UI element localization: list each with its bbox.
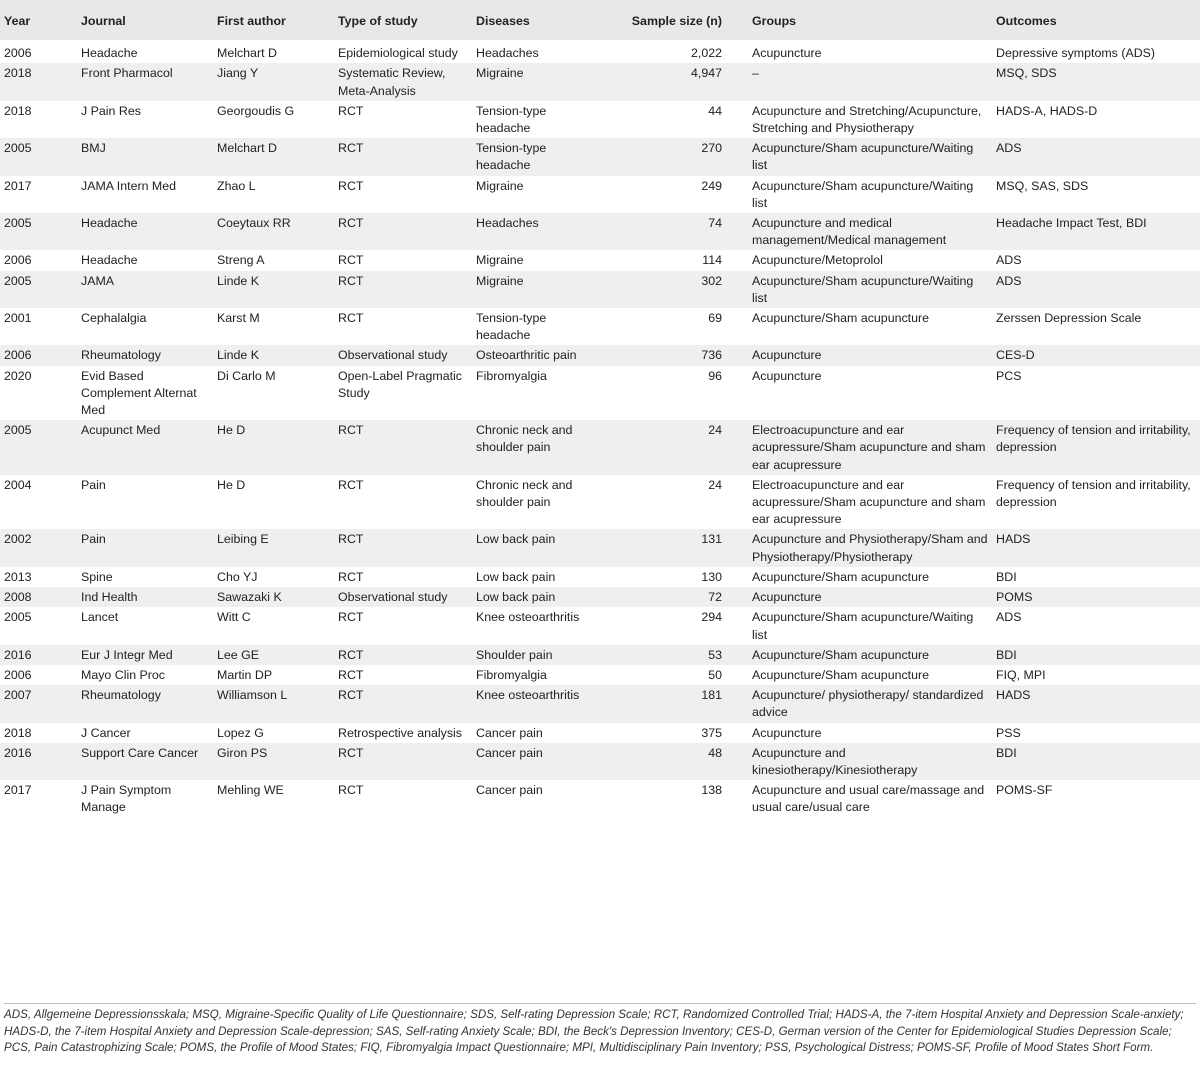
- cell-first-author: Sawazaki K: [213, 587, 334, 607]
- cell-year: 2020: [4, 368, 32, 383]
- cell-journal: Headache: [81, 46, 138, 61]
- col-header-year: Year: [0, 0, 77, 40]
- cell-diseases: Cancer pain: [472, 743, 596, 780]
- cell-outcomes: Frequency of tension and irritability, depression: [996, 477, 1191, 510]
- cell-first-author: Streng A: [217, 253, 265, 268]
- cell-first-author: Georgoudis G: [217, 103, 295, 118]
- cell-outcomes: PSS: [996, 725, 1021, 740]
- cell-sample-size: 24: [596, 420, 748, 475]
- cell-diseases: Low back pain: [476, 569, 556, 584]
- cell-journal: Pain: [81, 477, 106, 492]
- cell-type-of-study: RCT: [338, 253, 364, 268]
- cell-first-author: Witt C: [217, 610, 251, 625]
- cell-diseases: Low back pain: [472, 529, 596, 566]
- cell-first-author: Melchart D: [213, 138, 334, 175]
- cell-journal: BMJ: [77, 138, 213, 175]
- cell-outcomes: Depressive symptoms (ADS): [996, 46, 1156, 61]
- cell-outcomes: MSQ, SAS, SDS: [996, 178, 1089, 193]
- table-row: [0, 366, 1200, 421]
- table-row: [0, 685, 1200, 722]
- table-row: [0, 420, 1200, 475]
- cell-first-author: Zhao L: [217, 178, 256, 193]
- cell-diseases: Migraine: [476, 253, 524, 268]
- cell-diseases: Osteoarthritic pain: [472, 345, 596, 365]
- cell-diseases: Tension-type headache: [476, 311, 547, 343]
- table-row: [0, 40, 1200, 63]
- cell-diseases: Chronic neck and shoulder pain: [472, 420, 596, 475]
- table-row: [0, 743, 1200, 780]
- cell-sample-size: 138: [701, 783, 722, 798]
- cell-journal: Spine: [81, 569, 113, 584]
- cell-sample-size: 181: [596, 685, 748, 722]
- cell-year: 2018: [0, 63, 77, 100]
- cell-journal: Rheumatology: [77, 685, 213, 722]
- cell-first-author: Linde K: [213, 345, 334, 365]
- cell-outcomes: Headache Impact Test, BDI: [992, 213, 1200, 250]
- cell-groups: Acupuncture: [748, 587, 992, 607]
- cell-sample-size: 50: [708, 667, 722, 682]
- cell-outcomes: HADS: [992, 529, 1200, 566]
- cell-groups: Acupuncture/Sham acupuncture: [748, 645, 992, 665]
- cell-journal: Front Pharmacol: [77, 63, 213, 100]
- table-row: [0, 645, 1200, 665]
- cell-outcomes: PCS: [996, 368, 1022, 383]
- cell-diseases: Knee osteoarthritis: [472, 685, 596, 722]
- cell-groups: Acupuncture/Sham acupuncture: [752, 667, 930, 682]
- cell-journal: JAMA: [77, 271, 213, 308]
- cell-outcomes: POMS-SF: [996, 783, 1053, 798]
- cell-sample-size: 270: [596, 138, 748, 175]
- cell-journal: J Cancer: [81, 725, 131, 740]
- cell-journal: Mayo Clin Proc: [81, 667, 166, 682]
- cell-type-of-study: RCT: [334, 420, 472, 475]
- cell-outcomes: CES-D: [992, 345, 1200, 365]
- cell-outcomes: HADS-A, HADS-D: [996, 103, 1098, 118]
- cell-first-author: Di Carlo M: [217, 368, 276, 383]
- col-header-journal: Journal: [77, 0, 213, 40]
- cell-journal: J Pain Symptom Manage: [81, 783, 172, 815]
- cell-first-author: Melchart D: [217, 46, 277, 61]
- table-row: [0, 567, 1200, 587]
- cell-groups: Acupuncture: [752, 725, 822, 740]
- cell-year: 2005: [0, 420, 77, 475]
- cell-type-of-study: RCT: [338, 610, 364, 625]
- cell-first-author: He D: [213, 420, 334, 475]
- cell-groups: Electroacupuncture and ear acupressure/Sham acupuncture and sham ear acupressure: [752, 477, 986, 527]
- cell-type-of-study: Systematic Review, Meta-Analysis: [334, 63, 472, 100]
- cell-type-of-study: RCT: [338, 783, 364, 798]
- cell-outcomes: BDI: [996, 569, 1017, 584]
- cell-first-author: Cho YJ: [217, 569, 258, 584]
- cell-sample-size: 736: [596, 345, 748, 365]
- cell-year: 2005: [0, 213, 77, 250]
- cell-outcomes: ADS: [996, 253, 1022, 268]
- cell-sample-size: 72: [596, 587, 748, 607]
- cell-outcomes: Frequency of tension and irritability, depression: [992, 420, 1200, 475]
- cell-sample-size: 69: [708, 311, 722, 326]
- table-body: [0, 40, 1200, 817]
- cell-groups: Acupuncture/Sham acupuncture: [752, 311, 930, 326]
- cell-type-of-study: RCT: [338, 667, 364, 682]
- cell-outcomes: HADS: [992, 685, 1200, 722]
- cell-type-of-study: Epidemiological study: [338, 46, 458, 61]
- cell-first-author: Jiang Y: [213, 63, 334, 100]
- cell-sample-size: 53: [596, 645, 748, 665]
- cell-groups: Acupuncture/Sham acupuncture/Waiting list: [748, 138, 992, 175]
- cell-diseases: Headaches: [472, 213, 596, 250]
- table-row: [0, 271, 1200, 308]
- header-row: [0, 0, 1200, 40]
- cell-year: 2008: [0, 587, 77, 607]
- cell-first-author: Mehling WE: [217, 783, 284, 798]
- cell-year: 2017: [4, 178, 32, 193]
- col-header-diseases: Diseases: [472, 0, 596, 40]
- cell-groups: Acupuncture/Sham acupuncture/Waiting list: [748, 271, 992, 308]
- cell-sample-size: 294: [701, 610, 722, 625]
- cell-type-of-study: RCT: [334, 213, 472, 250]
- cell-journal: Acupunct Med: [77, 420, 213, 475]
- cell-first-author: He D: [217, 477, 246, 492]
- table-footnote: ADS, Allgemeine Depressionsskala; MSQ, Migraine-Specific Quality of Life Questionnaire; SDS, Self-rating Depression Scale; RCT, Randomized Controlled Trial; HADS-A, the 7-item Hospital Anxiety and Depression Scale-anxiety; HADS-D, the 7-item Hospital Anxiety and Depression Scale-depression; SAS, Self-rating Anxiety Scale; BDI, the Beck's Depression Inventory; CES-D, German version of the Center for Epidemiological Studies Depression Scale; PCS, Pain Catastrophizing Scale; POMS, the Profile of Mood States; FIQ, Fibromyalgia Impact Questionnaire; MPI, Multidisciplinary Pain Inventory; PSS, Psychological Distress; POMS-SF, Profile of Mood States Short Form.: [4, 1003, 1196, 1057]
- cell-journal: Pain: [77, 529, 213, 566]
- cell-journal: Headache: [77, 213, 213, 250]
- cell-groups: Acupuncture and medical management/Medical management: [748, 213, 992, 250]
- cell-diseases: Knee osteoarthritis: [476, 610, 580, 625]
- cell-year: 2005: [0, 271, 77, 308]
- table-row: [0, 529, 1200, 566]
- cell-year: 2018: [4, 725, 32, 740]
- cell-sample-size: 375: [701, 725, 722, 740]
- cell-type-of-study: RCT: [338, 569, 364, 584]
- table-row: [0, 138, 1200, 175]
- cell-outcomes: FIQ, MPI: [996, 667, 1046, 682]
- table-row: [0, 176, 1200, 213]
- table-row: [0, 780, 1200, 817]
- cell-journal: Evid Based Complement Alternat Med: [81, 368, 197, 418]
- cell-year: 2005: [4, 610, 32, 625]
- cell-outcomes: Zerssen Depression Scale: [996, 311, 1142, 326]
- cell-groups: Acupuncture: [752, 368, 822, 383]
- cell-journal: JAMA Intern Med: [81, 178, 177, 193]
- cell-journal: J Pain Res: [81, 103, 141, 118]
- cell-type-of-study: RCT: [334, 529, 472, 566]
- cell-year: 2017: [4, 783, 32, 798]
- cell-year: 2016: [0, 743, 77, 780]
- cell-groups: Electroacupuncture and ear acupressure/Sham acupuncture and sham ear acupressure: [748, 420, 992, 475]
- cell-type-of-study: RCT: [334, 645, 472, 665]
- table-row: [0, 308, 1200, 345]
- cell-journal: Eur J Integr Med: [77, 645, 213, 665]
- cell-year: 2006: [0, 345, 77, 365]
- cell-sample-size: 114: [702, 253, 722, 268]
- col-header-first-author: First author: [213, 0, 334, 40]
- table-row: [0, 63, 1200, 100]
- table-row: [0, 475, 1200, 530]
- cell-year: 2004: [4, 477, 32, 492]
- cell-sample-size: 131: [596, 529, 748, 566]
- cell-first-author: Karst M: [217, 311, 260, 326]
- cell-groups: Acupuncture: [752, 46, 822, 61]
- cell-year: 2007: [0, 685, 77, 722]
- cell-first-author: Giron PS: [213, 743, 334, 780]
- cell-type-of-study: RCT: [338, 477, 364, 492]
- cell-type-of-study: RCT: [334, 271, 472, 308]
- cell-first-author: Lee GE: [213, 645, 334, 665]
- col-header-outcomes: Outcomes: [992, 0, 1200, 40]
- cell-sample-size: 24: [708, 477, 722, 492]
- cell-year: 2016: [0, 645, 77, 665]
- cell-type-of-study: Observational study: [334, 345, 472, 365]
- cell-first-author: Linde K: [213, 271, 334, 308]
- cell-diseases: Migraine: [472, 271, 596, 308]
- cell-sample-size: 48: [596, 743, 748, 780]
- cell-groups: Acupuncture/Metoprolol: [752, 253, 883, 268]
- cell-type-of-study: RCT: [334, 138, 472, 175]
- cell-groups: Acupuncture and Stretching/Acupuncture, Stretching and Physiotherapy: [752, 103, 982, 136]
- table-row: [0, 345, 1200, 365]
- cell-first-author: Martin DP: [217, 667, 273, 682]
- table-row: [0, 587, 1200, 607]
- cell-sample-size: 130: [701, 569, 722, 584]
- cell-sample-size: 44: [708, 103, 722, 118]
- cell-type-of-study: RCT: [338, 178, 364, 193]
- cell-diseases: Migraine: [476, 178, 524, 193]
- col-header-groups: Groups: [748, 0, 992, 40]
- cell-first-author: Leibing E: [213, 529, 334, 566]
- cell-type-of-study: Observational study: [334, 587, 472, 607]
- cell-first-author: Williamson L: [213, 685, 334, 722]
- cell-diseases: Fibromyalgia: [476, 368, 547, 383]
- cell-type-of-study: RCT: [334, 743, 472, 780]
- cell-groups: Acupuncture/Sham acupuncture: [752, 569, 930, 584]
- cell-year: 2006: [4, 46, 32, 61]
- cell-outcomes: BDI: [992, 645, 1200, 665]
- cell-year: 2005: [0, 138, 77, 175]
- table-row: [0, 101, 1200, 138]
- cell-sample-size: 249: [701, 178, 722, 193]
- cell-year: 2013: [4, 569, 32, 584]
- table-row: [0, 723, 1200, 743]
- cell-outcomes: MSQ, SDS: [992, 63, 1200, 100]
- cell-diseases: Migraine: [472, 63, 596, 100]
- cell-diseases: Tension-type headache: [476, 103, 547, 136]
- cell-journal: Ind Health: [77, 587, 213, 607]
- table-row: [0, 213, 1200, 250]
- cell-outcomes: ADS: [992, 138, 1200, 175]
- cell-groups: Acupuncture/Sham acupuncture/Waiting list: [752, 178, 974, 210]
- cell-outcomes: ADS: [996, 610, 1022, 625]
- cell-year: 2001: [4, 311, 32, 326]
- table-row: [0, 250, 1200, 270]
- cell-diseases: Cancer pain: [476, 783, 543, 798]
- cell-journal: Support Care Cancer: [77, 743, 213, 780]
- cell-groups: –: [748, 63, 992, 100]
- cell-diseases: Chronic neck and shoulder pain: [476, 477, 573, 510]
- cell-journal: Headache: [81, 253, 138, 268]
- cell-type-of-study: RCT: [334, 685, 472, 722]
- cell-groups: Acupuncture and kinesiotherapy/Kinesiotherapy: [748, 743, 992, 780]
- cell-year: 2006: [4, 253, 32, 268]
- cell-diseases: Tension-type headache: [472, 138, 596, 175]
- table-row: [0, 607, 1200, 644]
- cell-groups: Acupuncture and Physiotherapy/Sham and Physiotherapy/Physiotherapy: [748, 529, 992, 566]
- cell-groups: Acupuncture/Sham acupuncture/Waiting list: [752, 610, 974, 642]
- cell-diseases: Shoulder pain: [472, 645, 596, 665]
- cell-sample-size: 2,022: [690, 46, 722, 61]
- cell-outcomes: BDI: [992, 743, 1200, 780]
- cell-sample-size: 74: [596, 213, 748, 250]
- cell-type-of-study: RCT: [338, 311, 364, 326]
- cell-diseases: Headaches: [476, 46, 539, 61]
- cell-diseases: Cancer pain: [476, 725, 543, 740]
- cell-sample-size: 4,947: [596, 63, 748, 100]
- cell-groups: Acupuncture: [748, 345, 992, 365]
- col-header-type-of-study: Type of study: [334, 0, 472, 40]
- cell-type-of-study: Open-Label Pragmatic Study: [338, 368, 462, 400]
- cell-type-of-study: Retrospective analysis: [338, 725, 462, 740]
- cell-first-author: Lopez G: [217, 725, 264, 740]
- cell-journal: Lancet: [81, 610, 119, 625]
- cell-journal: Cephalalgia: [81, 311, 147, 326]
- cell-year: 2006: [4, 667, 32, 682]
- cell-sample-size: 96: [708, 368, 722, 383]
- cell-year: 2018: [4, 103, 32, 118]
- table-row: [0, 665, 1200, 685]
- cell-groups: Acupuncture and usual care/massage and usual care/usual care: [752, 783, 985, 815]
- cell-sample-size: 302: [596, 271, 748, 308]
- cell-outcomes: ADS: [992, 271, 1200, 308]
- cell-groups: Acupuncture/ physiotherapy/ standardized advice: [748, 685, 992, 722]
- cell-first-author: Coeytaux RR: [213, 213, 334, 250]
- cell-diseases: Low back pain: [472, 587, 596, 607]
- col-header-sample-size: Sample size (n): [596, 0, 748, 40]
- cell-journal: Rheumatology: [77, 345, 213, 365]
- cell-year: 2002: [0, 529, 77, 566]
- cell-type-of-study: RCT: [338, 103, 364, 118]
- cell-outcomes: POMS: [992, 587, 1200, 607]
- cell-diseases: Fibromyalgia: [476, 667, 547, 682]
